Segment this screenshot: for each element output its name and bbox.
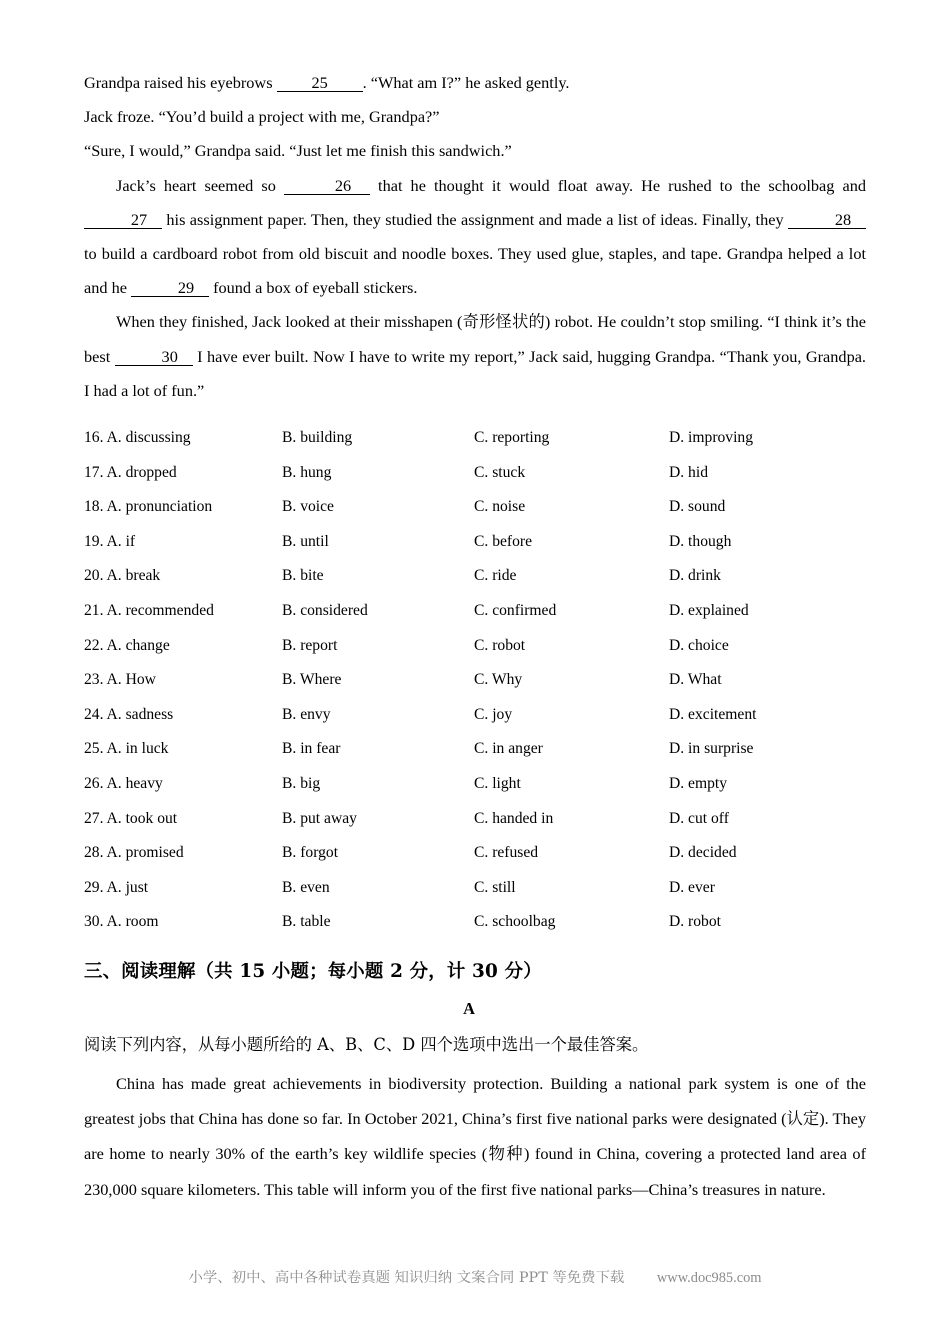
option-26-a[interactable]: 26. A. heavy — [84, 774, 163, 792]
option-24-d[interactable]: D. excitement — [669, 705, 757, 723]
option-30-b[interactable]: B. table — [282, 913, 331, 931]
option-18-b[interactable]: B. voice — [282, 498, 334, 516]
answer-blank-28[interactable]: 28 — [788, 211, 866, 229]
option-22-d[interactable]: D. choice — [669, 636, 729, 654]
option-25-b[interactable]: B. in fear — [282, 740, 341, 758]
option-24-a[interactable]: 24. A. sadness — [84, 705, 174, 723]
option-27-d[interactable]: D. cut off — [669, 809, 729, 827]
passage-paragraph: “Sure, I would,” Grandpa said. “Just let me finish this sandwich.” — [84, 141, 512, 161]
option-row-29 — [84, 871, 866, 906]
page-content — [84, 66, 866, 1207]
option-row-17 — [84, 456, 866, 491]
option-25-c[interactable]: C. in anger — [474, 740, 543, 758]
passage-label: A — [463, 998, 475, 1018]
option-row-24 — [84, 698, 866, 733]
option-24-c[interactable]: C. joy — [474, 705, 513, 723]
option-row-19 — [84, 525, 866, 560]
answer-blank-25[interactable]: 25 — [277, 74, 363, 92]
option-row-20 — [84, 559, 866, 594]
option-30-d[interactable]: D. robot — [669, 913, 721, 931]
option-23-b[interactable]: B. Where — [282, 671, 342, 689]
option-28-d[interactable]: D. decided — [669, 844, 737, 862]
passage-paragraph: Jack’s heart seemed so 26 that he thought it would float away. He rushed to the schoolbag and 27 his assignment paper. Then, they studied the assignment and made a list of ideas. Finally, they 28 to build a cardboard robot from old biscuit and noodle boxes. They used glue, staples, and tape. Grandpa helped a lot and he 29 found a box of eyeball stickers. — [84, 175, 866, 298]
option-row-16 — [84, 421, 866, 456]
option-row-27 — [84, 802, 866, 837]
passage-paragraph: Jack froze. “You’d build a project with me, Grandpa?” — [84, 107, 440, 127]
option-row-22 — [84, 629, 866, 664]
footer-text: 小学、初中、高中各种试卷真题 知识归纳 文案合同 PPT 等免费下载 — [188, 1270, 625, 1286]
option-29-c[interactable]: C. still — [474, 878, 516, 896]
answer-blank-30[interactable]: 30 — [115, 348, 193, 366]
option-28-a[interactable]: 28. A. promised — [84, 844, 184, 862]
reading-paragraph: China has made great achievements in biodiversity protection. Building a national park system is one of the greatest jobs that China has done so far. In October 2021, China’s first five national parks were designated (认定). They are home to nearly 30% of the earth’s key wildlife species (物种) found in China, covering a protected land area of 230,000 square kilometers. This table will inform you of the first five national parks—China’s treasures in nature. — [84, 1073, 866, 1199]
option-19-b[interactable]: B. until — [282, 532, 329, 550]
option-29-b[interactable]: B. even — [282, 878, 330, 896]
option-30-c[interactable]: C. schoolbag — [474, 913, 556, 931]
option-28-c[interactable]: C. refused — [474, 844, 539, 862]
option-17-b[interactable]: B. hung — [282, 463, 332, 481]
option-21-c[interactable]: C. confirmed — [474, 602, 557, 619]
option-20-d[interactable]: D. drink — [669, 567, 721, 585]
options-list — [84, 421, 866, 940]
option-28-b[interactable]: B. forgot — [282, 844, 339, 862]
option-16-b[interactable]: B. building — [282, 429, 353, 447]
option-18-d[interactable]: D. sound — [669, 498, 726, 516]
section-heading: 三、阅读理解（共 15 小题；每小题 2 分，计 30 分） — [84, 960, 542, 982]
option-23-d[interactable]: D. What — [669, 671, 722, 689]
option-20-c[interactable]: C. ride — [474, 567, 517, 585]
footer-watermark — [0, 1266, 950, 1287]
option-21-a[interactable]: 21. A. recommended — [84, 602, 214, 619]
option-25-d[interactable]: D. in surprise — [669, 740, 754, 758]
option-20-a[interactable]: 20. A. break — [84, 567, 161, 585]
option-24-b[interactable]: B. envy — [282, 705, 331, 723]
option-16-d[interactable]: D. improving — [669, 429, 754, 447]
option-17-a[interactable]: 17. A. dropped — [84, 463, 177, 481]
option-row-23 — [84, 663, 866, 698]
cloze-passage — [84, 66, 866, 408]
option-row-26 — [84, 767, 866, 802]
footer-url: www.doc985.com — [656, 1270, 762, 1286]
option-21-d[interactable]: D. explained — [669, 602, 749, 619]
option-row-28 — [84, 836, 866, 871]
option-16-c[interactable]: C. reporting — [474, 429, 550, 447]
option-29-d[interactable]: D. ever — [669, 878, 715, 896]
option-29-a[interactable]: 29. A. just — [84, 878, 149, 896]
answer-blank-27[interactable]: 27 — [84, 211, 162, 229]
option-20-b[interactable]: B. bite — [282, 567, 324, 585]
option-row-21 — [84, 594, 866, 629]
option-22-a[interactable]: 22. A. change — [84, 636, 170, 654]
option-18-a[interactable]: 18. A. pronunciation — [84, 498, 213, 516]
option-30-a[interactable]: 30. A. room — [84, 913, 159, 931]
option-row-25 — [84, 732, 866, 767]
option-25-a[interactable]: 25. A. in luck — [84, 740, 169, 758]
option-19-d[interactable]: D. though — [669, 532, 732, 550]
option-21-b[interactable]: B. considered — [282, 602, 368, 619]
option-26-d[interactable]: D. empty — [669, 774, 728, 792]
passage-paragraph: When they finished, Jack looked at their misshapen (奇形怪状的) robot. He couldn’t stop smiling. “I think it’s the best 30 I have ever built. Now I have to write my report,” Jack said, hugging Grandpa. “Thank you, Grandpa. I had a lot of fun.” — [84, 312, 867, 400]
option-22-b[interactable]: B. report — [282, 636, 338, 654]
option-26-c[interactable]: C. light — [474, 774, 521, 792]
option-19-c[interactable]: C. before — [474, 532, 533, 550]
option-23-a[interactable]: 23. A. How — [84, 671, 156, 689]
option-16-a[interactable]: 16. A. discussing — [84, 429, 191, 447]
option-row-18 — [84, 490, 866, 525]
option-row-30 — [84, 905, 866, 940]
option-27-b[interactable]: B. put away — [282, 809, 357, 827]
option-22-c[interactable]: C. robot — [474, 636, 526, 654]
option-23-c[interactable]: C. Why — [474, 671, 523, 689]
option-27-c[interactable]: C. handed in — [474, 809, 554, 827]
option-17-c[interactable]: C. stuck — [474, 463, 526, 481]
option-18-c[interactable]: C. noise — [474, 498, 526, 516]
reading-instruction: 阅读下列内容，从每小题所给的 A、B、C、D 四个选项中选出一个最佳答案。 — [84, 1034, 649, 1054]
reading-passage — [84, 1066, 866, 1207]
answer-blank-26[interactable]: 26 — [284, 177, 370, 195]
answer-blank-29[interactable]: 29 — [131, 279, 209, 297]
option-19-a[interactable]: 19. A. if — [84, 532, 136, 550]
passage-paragraph: Grandpa raised his eyebrows 25 . “What am I?” he asked gently. — [84, 73, 570, 92]
option-17-d[interactable]: D. hid — [669, 463, 708, 481]
option-26-b[interactable]: B. big — [282, 774, 321, 792]
option-27-a[interactable]: 27. A. took out — [84, 809, 178, 827]
